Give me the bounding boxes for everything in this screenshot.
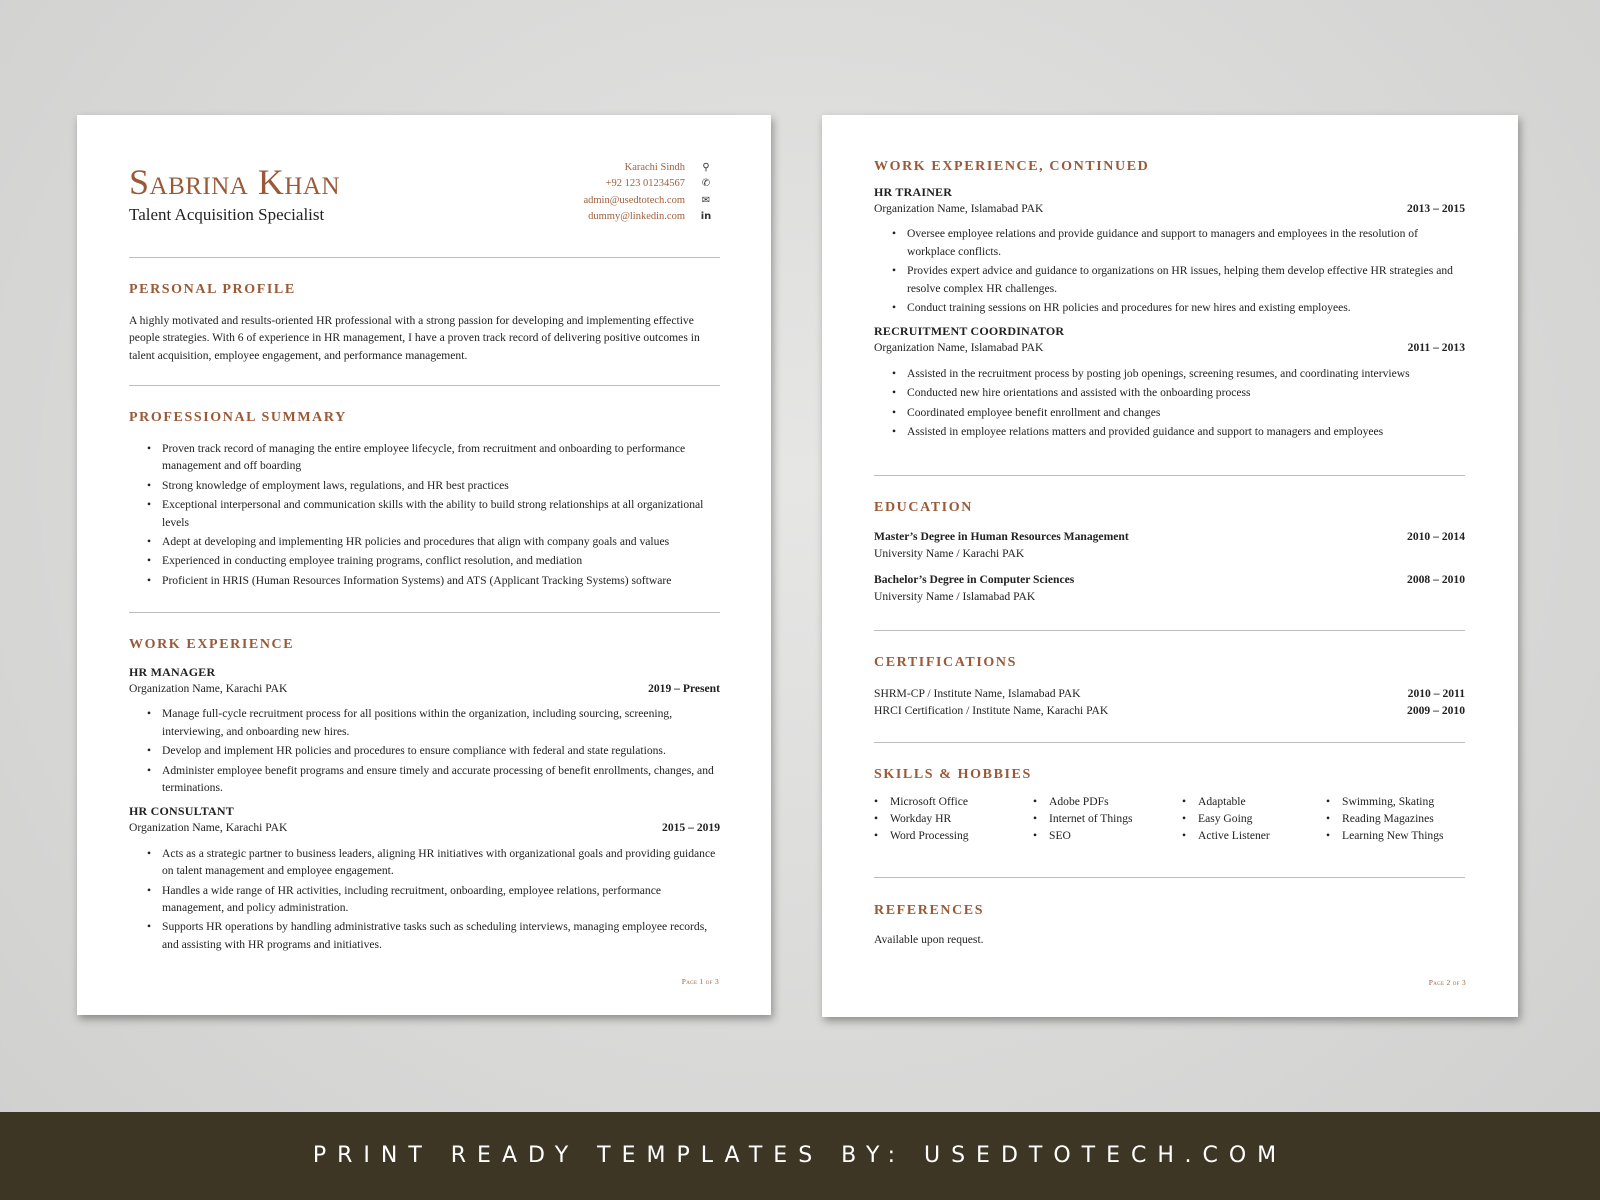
job-bullets [129,705,720,796]
job-bullets [129,845,720,953]
email-link[interactable]: admin@usedtotech.com [583,194,685,206]
list-item: • Adaptable [1182,793,1326,810]
email-icon: ✉ [701,194,711,206]
list-item: • Adept at developing and implementing HR policies and procedures that align with company goals and values [129,533,720,550]
section-heading: WORK EXPERIENCE [129,637,295,652]
references-section [874,903,1465,948]
divider [874,630,1465,631]
job-dates: 2015 – 2019 [662,821,720,835]
list-item: • Proficient in HRIS (Human Resources Information Systems) and ATS (Applicant Tracking Systems) software [129,572,720,589]
cert-dates: 2009 – 2010 [1407,704,1465,718]
list-item: • Assisted in the recruitment process by posting job openings, screening resumes, and coordinating interviews [874,365,1465,382]
divider [129,612,720,613]
list-item: • Supports HR operations by handling administrative tasks such as scheduling interviews, managing employee records, and assisting with HR programs and initiatives. [129,918,720,953]
job-dates: 2011 – 2013 [1407,341,1465,355]
work-experience-section [129,637,720,955]
profile-text: A highly motivated and results-oriented HR professional with a strong passion for developing and implementing effective people strategies. With 6 of experience in HR management, I have a proven track record of delivering positive outcomes in talent acquisition, employee engagement, and performance management. [129,314,700,362]
phone-icon: ✆ [701,178,711,190]
job-title: Talent Acquisition Specialist [129,205,325,224]
cert-name: HRCI Certification / Institute Name, Karachi PAK [874,704,1109,718]
list-item: • Swimming, Skating [1326,793,1444,810]
contact-location [583,159,713,176]
list-item: • Proven track record of managing the entire employee lifecycle, from recruitment and onboarding to performance management and off boarding [129,440,720,475]
list-item: • Workday HR [874,810,1033,827]
skills-grid [874,793,1465,844]
list-item: • Conducted new hire orientations and assisted with the onboarding process [874,384,1465,401]
list-item: • Assisted in employee relations matters and provided guidance and support to managers and employees [874,423,1465,440]
education-degree-row [874,571,1465,588]
skills-column [1182,793,1326,844]
list-item: • Word Processing [874,827,1033,844]
skills-column [874,793,1033,844]
job-title: RECRUITMENT COORDINATOR [874,324,1065,339]
list-item: • Handles a wide range of HR activities, including recruitment, onboarding, employee relations, performance management, and policy administration. [129,882,720,917]
professional-summary-section [129,410,720,591]
contact-email[interactable] [583,192,713,209]
section-heading: SKILLS & HOBBIES [874,767,1032,782]
job-org: Organization Name, Islamabad PAK [874,202,1044,215]
location-text: Karachi Sindh [624,161,685,173]
school: University Name / Karachi PAK [874,547,1025,561]
divider [874,877,1465,878]
skills-section [874,767,1465,844]
section-heading: CERTIFICATIONS [874,655,1018,670]
job-title: HR CONSULTANT [129,804,234,819]
divider [874,475,1465,476]
list-item: • Internet of Things [1033,810,1182,827]
skills-column [1033,793,1182,844]
page-number: Page 2 of 3 [1428,978,1466,987]
education-dates: 2008 – 2010 [1407,572,1465,586]
resume-page-1 [77,115,771,1015]
job-title: HR MANAGER [129,665,216,679]
degree: Master’s Degree in Human Resources Management [874,530,1129,543]
banner: PRINT READY TEMPLATES BY: USEDTOTECH.COM [0,1112,1600,1200]
job-dates: 2019 – Present [648,682,720,695]
certifications-section [874,655,1465,720]
list-item: • SEO [1033,827,1182,844]
list-item: • Manage full-cycle recruitment process for all positions within the organization, including sourcing, screening, interviewing, and onboarding new hires. [129,705,720,740]
job-org: Organization Name, Islamabad PAK [874,341,1044,355]
job-title: HR TRAINER [874,185,953,199]
list-item: • Microsoft Office [874,793,1033,810]
list-item: • Reading Magazines [1326,810,1444,827]
list-item: • Adobe PDFs [1033,793,1182,810]
cert-row [874,685,1465,702]
personal-profile-section [129,282,720,364]
list-item: • Strong knowledge of employment laws, regulations, and HR best practices [129,477,720,494]
list-item: • Acts as a strategic partner to business leaders, aligning HR initiatives with organizational goals and providing guidance on talent management and employee engagement. [129,845,720,880]
divider [874,742,1465,743]
page-number: Page 1 of 3 [681,977,719,986]
education-dates: 2010 – 2014 [1407,530,1465,543]
job-bullets [874,225,1465,316]
list-item: • Easy Going [1182,810,1326,827]
resume-page-2 [822,115,1518,1017]
job-meta [874,200,1465,217]
list-item: • Develop and implement HR policies and procedures to ensure compliance with federal and state regulations. [129,742,720,759]
job-dates: 2013 – 2015 [1407,202,1465,215]
list-item: • Active Listener [1182,827,1326,844]
job-org: Organization Name, Karachi PAK [129,821,288,835]
education-section [874,500,1465,606]
summary-list [129,440,720,589]
candidate-name: Sabrina Khan [129,162,341,202]
location-pin-icon: ⚲ [702,161,710,173]
divider [129,257,720,258]
job-bullets [874,365,1465,441]
contact-phone [583,176,713,193]
cert-dates: 2010 – 2011 [1407,687,1465,700]
school: University Name / Islamabad PAK [874,590,1036,604]
contact-info [583,159,713,225]
job-meta [874,339,1465,356]
section-heading: REFERENCES [874,903,985,918]
list-item: • Administer employee benefit programs and ensure timely and accurate processing of benefit enrollments, changes, and terminations. [129,762,720,797]
linkedin-link[interactable]: dummy@linkedin.com [588,211,685,223]
section-heading: PROFESSIONAL SUMMARY [129,410,347,425]
divider [129,385,720,386]
education-degree-row [874,528,1465,545]
phone-text: +92 123 01234567 [605,178,685,190]
hobbies-column [1326,793,1444,844]
list-item: • Learning New Things [1326,827,1444,844]
section-heading: EDUCATION [874,500,973,515]
cert-row [874,702,1465,719]
contact-linkedin[interactable] [583,209,713,226]
work-experience-continued-section [874,159,1465,442]
list-item: • Oversee employee relations and provide guidance and support to managers and employees in the resolution of workplace conflicts. [874,225,1465,260]
section-heading: WORK EXPERIENCE, CONTINUED [874,159,1150,174]
list-item: • Exceptional interpersonal and communication skills with the ability to build strong relationships at all organizational levels [129,496,720,531]
job-meta [129,680,720,697]
cert-name: SHRM-CP / Institute Name, Islamabad PAK [874,687,1081,700]
list-item: • Conduct training sessions on HR policies and procedures for new hires and existing employees. [874,299,1465,316]
job-org: Organization Name, Karachi PAK [129,682,288,695]
list-item: • Provides expert advice and guidance to organizations on HR issues, helping them develop effective HR strategies and resolve complex HR challenges. [874,262,1465,297]
list-item: • Experienced in conducting employee training programs, conflict resolution, and mediation [129,552,720,569]
job-meta [129,819,720,836]
section-heading: PERSONAL PROFILE [129,282,296,297]
list-item: • Coordinated employee benefit enrollment and changes [874,404,1465,421]
linkedin-icon: in [700,211,712,223]
degree: Bachelor’s Degree in Computer Sciences [874,572,1075,586]
references-text: Available upon request. [874,933,984,946]
